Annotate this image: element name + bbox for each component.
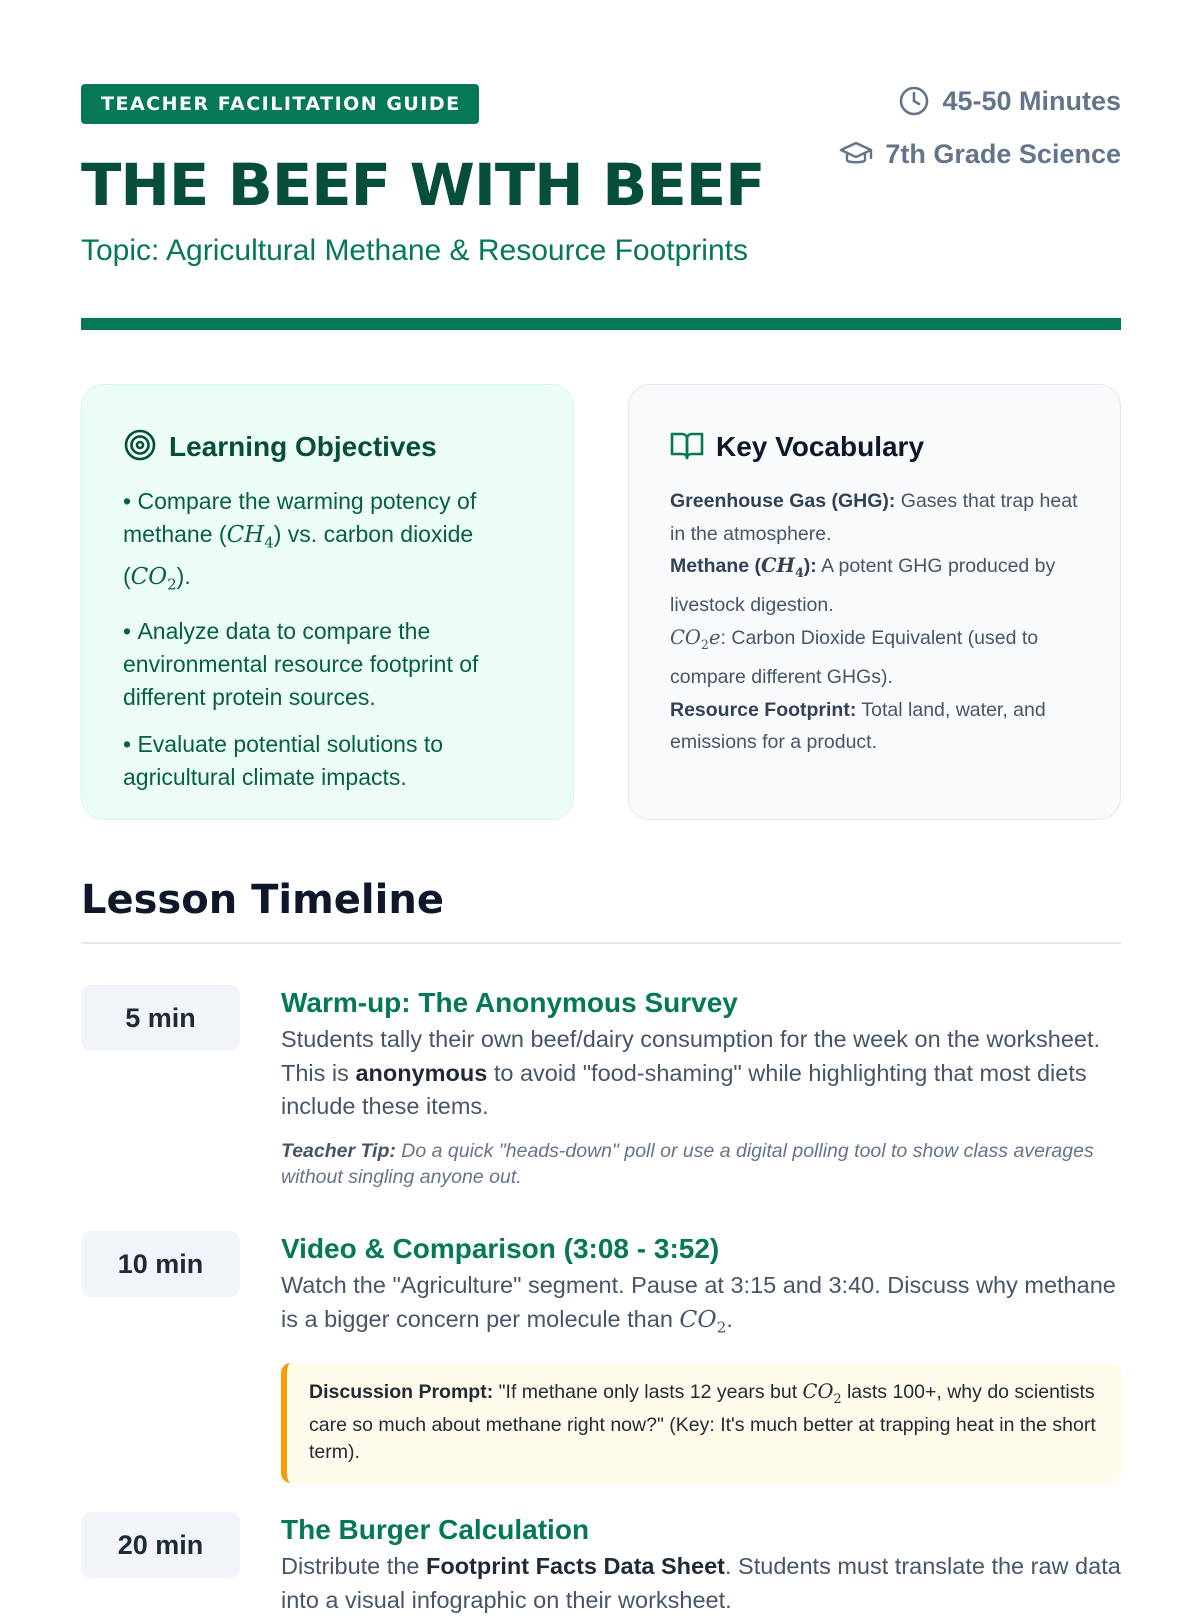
graduation-cap-icon [839, 139, 873, 169]
formula-subscript: 4 [794, 564, 804, 580]
vocab-definition: A potent GHG produced by livestock digestion. [670, 555, 1056, 617]
duration-chip: 5 min [81, 985, 240, 1051]
entry-title: Video & Comparison (3:08 - 3:52) [281, 1233, 720, 1264]
key-vocabulary-card [628, 384, 1121, 820]
vocab-definition: Gases that trap heat in the atmosphere. [670, 490, 1078, 545]
entry-body [281, 1512, 1121, 1617]
objective-item: • Analyze data to compare the environmental resource footprint of different protein sources. [123, 615, 533, 714]
co2-formula [130, 563, 177, 594]
teacher-tip [281, 1138, 1121, 1191]
co2-formula [802, 1379, 842, 1406]
term-text: Methane ( [670, 555, 762, 577]
prompt-text: "If methane only lasts 12 years but [493, 1380, 803, 1403]
vocab-methane [670, 550, 1080, 622]
header-divider [81, 318, 1121, 330]
open-book-icon [670, 430, 704, 465]
objective-text: ) vs. carbon dioxide ( [123, 521, 474, 589]
formula-subscript: 2 [833, 1390, 842, 1406]
term-text: ): [803, 555, 817, 577]
formula-base: CH [226, 522, 265, 548]
formula-base: CO [802, 1379, 834, 1403]
vocab-term [670, 554, 817, 580]
formula-base: CH [761, 554, 795, 577]
description-text: to avoid "food-shaming" while highlighting that most diets include these items. [281, 1059, 1087, 1119]
entry-description [281, 1269, 1121, 1345]
learning-objectives-card [81, 384, 574, 820]
grade-meta [839, 135, 1121, 173]
target-icon [123, 428, 157, 467]
lesson-topic: Topic: Agricultural Methane & Resource Footprints [81, 234, 748, 267]
formula-suffix: e [708, 625, 721, 649]
formula-base: CO [130, 563, 168, 590]
description-text: Distribute the [281, 1553, 426, 1579]
objectives-header [123, 427, 533, 467]
entry-description [281, 1550, 1121, 1617]
vocab-ghg [670, 485, 1080, 550]
entry-title: The Burger Calculation [281, 1514, 590, 1545]
clock-icon [898, 85, 930, 117]
co2e-formula [670, 625, 721, 652]
timeline-divider [81, 942, 1121, 944]
duration-chip: 10 min [81, 1231, 240, 1297]
lesson-meta [839, 82, 1121, 188]
vocab-term: Resource Footprint: [670, 698, 857, 721]
formula-subscript: 2 [716, 1318, 727, 1337]
vocabulary-title: Key Vocabulary [716, 431, 925, 462]
duration-chip: 20 min [81, 1512, 240, 1578]
vocab-definition: Total land, water, and emissions for a product. [670, 698, 1046, 754]
entry-body [281, 1231, 1121, 1483]
grade-text: 7th Grade Science [885, 138, 1121, 169]
vocab-definition: : Carbon Dioxide Equivalent (used to compare different GHGs). [670, 626, 1039, 689]
vocab-term: Greenhouse Gas (GHG): [670, 490, 896, 512]
lesson-title: THE BEEF WITH BEEF [81, 151, 765, 219]
description-text: Watch the "Agriculture" segment. Pause at 3:15 and 3:40. Discuss why methane is a bigger concern per molecule than [281, 1272, 1116, 1332]
guide-header [81, 0, 1121, 340]
objectives-list [123, 485, 533, 794]
formula-subscript: 2 [167, 575, 177, 594]
objective-text: ). [176, 562, 191, 589]
formula-base: CO [670, 625, 701, 649]
tip-text: Do a quick "heads-down" poll or use a digital polling tool to show class averages without singling anyone out. [281, 1139, 1094, 1188]
entry-description [281, 1023, 1121, 1124]
vocab-co2e [670, 622, 1080, 694]
duration-text: 45-50 Minutes [942, 85, 1121, 116]
formula-subscript: 4 [264, 533, 274, 552]
ch4-formula [226, 522, 274, 552]
ch4-formula [761, 554, 804, 580]
objective-text: Compare the warming potency of methane ( [123, 488, 477, 547]
objective-item [123, 485, 533, 601]
lesson-guide-page [81, 0, 1121, 1613]
guide-type-badge: TEACHER FACILITATION GUIDE [81, 84, 479, 124]
timeline-title: Lesson Timeline [81, 877, 444, 923]
tip-label: Teacher Tip: [281, 1139, 396, 1162]
prompt-text: lasts 100+, why do scientists care so much about methane right now?" (Key: It's much better at trapping heat in the short term). [309, 1380, 1096, 1463]
description-text: . Students must translate the raw data into a visual infographic on their worksheet. [281, 1553, 1121, 1613]
overview-cards [81, 384, 1121, 820]
entry-title: Warm-up: The Anonymous Survey [281, 987, 738, 1018]
description-emphasis: Footprint Facts Data Sheet [425, 1553, 725, 1579]
discussion-prompt [281, 1363, 1121, 1483]
objectives-title: Learning Objectives [169, 431, 437, 462]
vocabulary-list [670, 485, 1080, 759]
entry-body [281, 985, 1121, 1191]
duration-meta [839, 82, 1121, 120]
description-text: . [726, 1305, 733, 1332]
description-text: Students tally their own beef/dairy consumption for the week on the worksheet. This is [281, 1026, 1101, 1086]
co2-formula [679, 1304, 727, 1337]
description-emphasis: anonymous [355, 1059, 488, 1086]
vocab-footprint [670, 694, 1080, 759]
vocabulary-header [670, 427, 1080, 467]
formula-subscript: 2 [700, 636, 709, 652]
objective-item: • Evaluate potential solutions to agricultural climate impacts. [123, 728, 533, 794]
prompt-label: Discussion Prompt: [309, 1380, 494, 1403]
formula-base: CO [679, 1304, 717, 1333]
